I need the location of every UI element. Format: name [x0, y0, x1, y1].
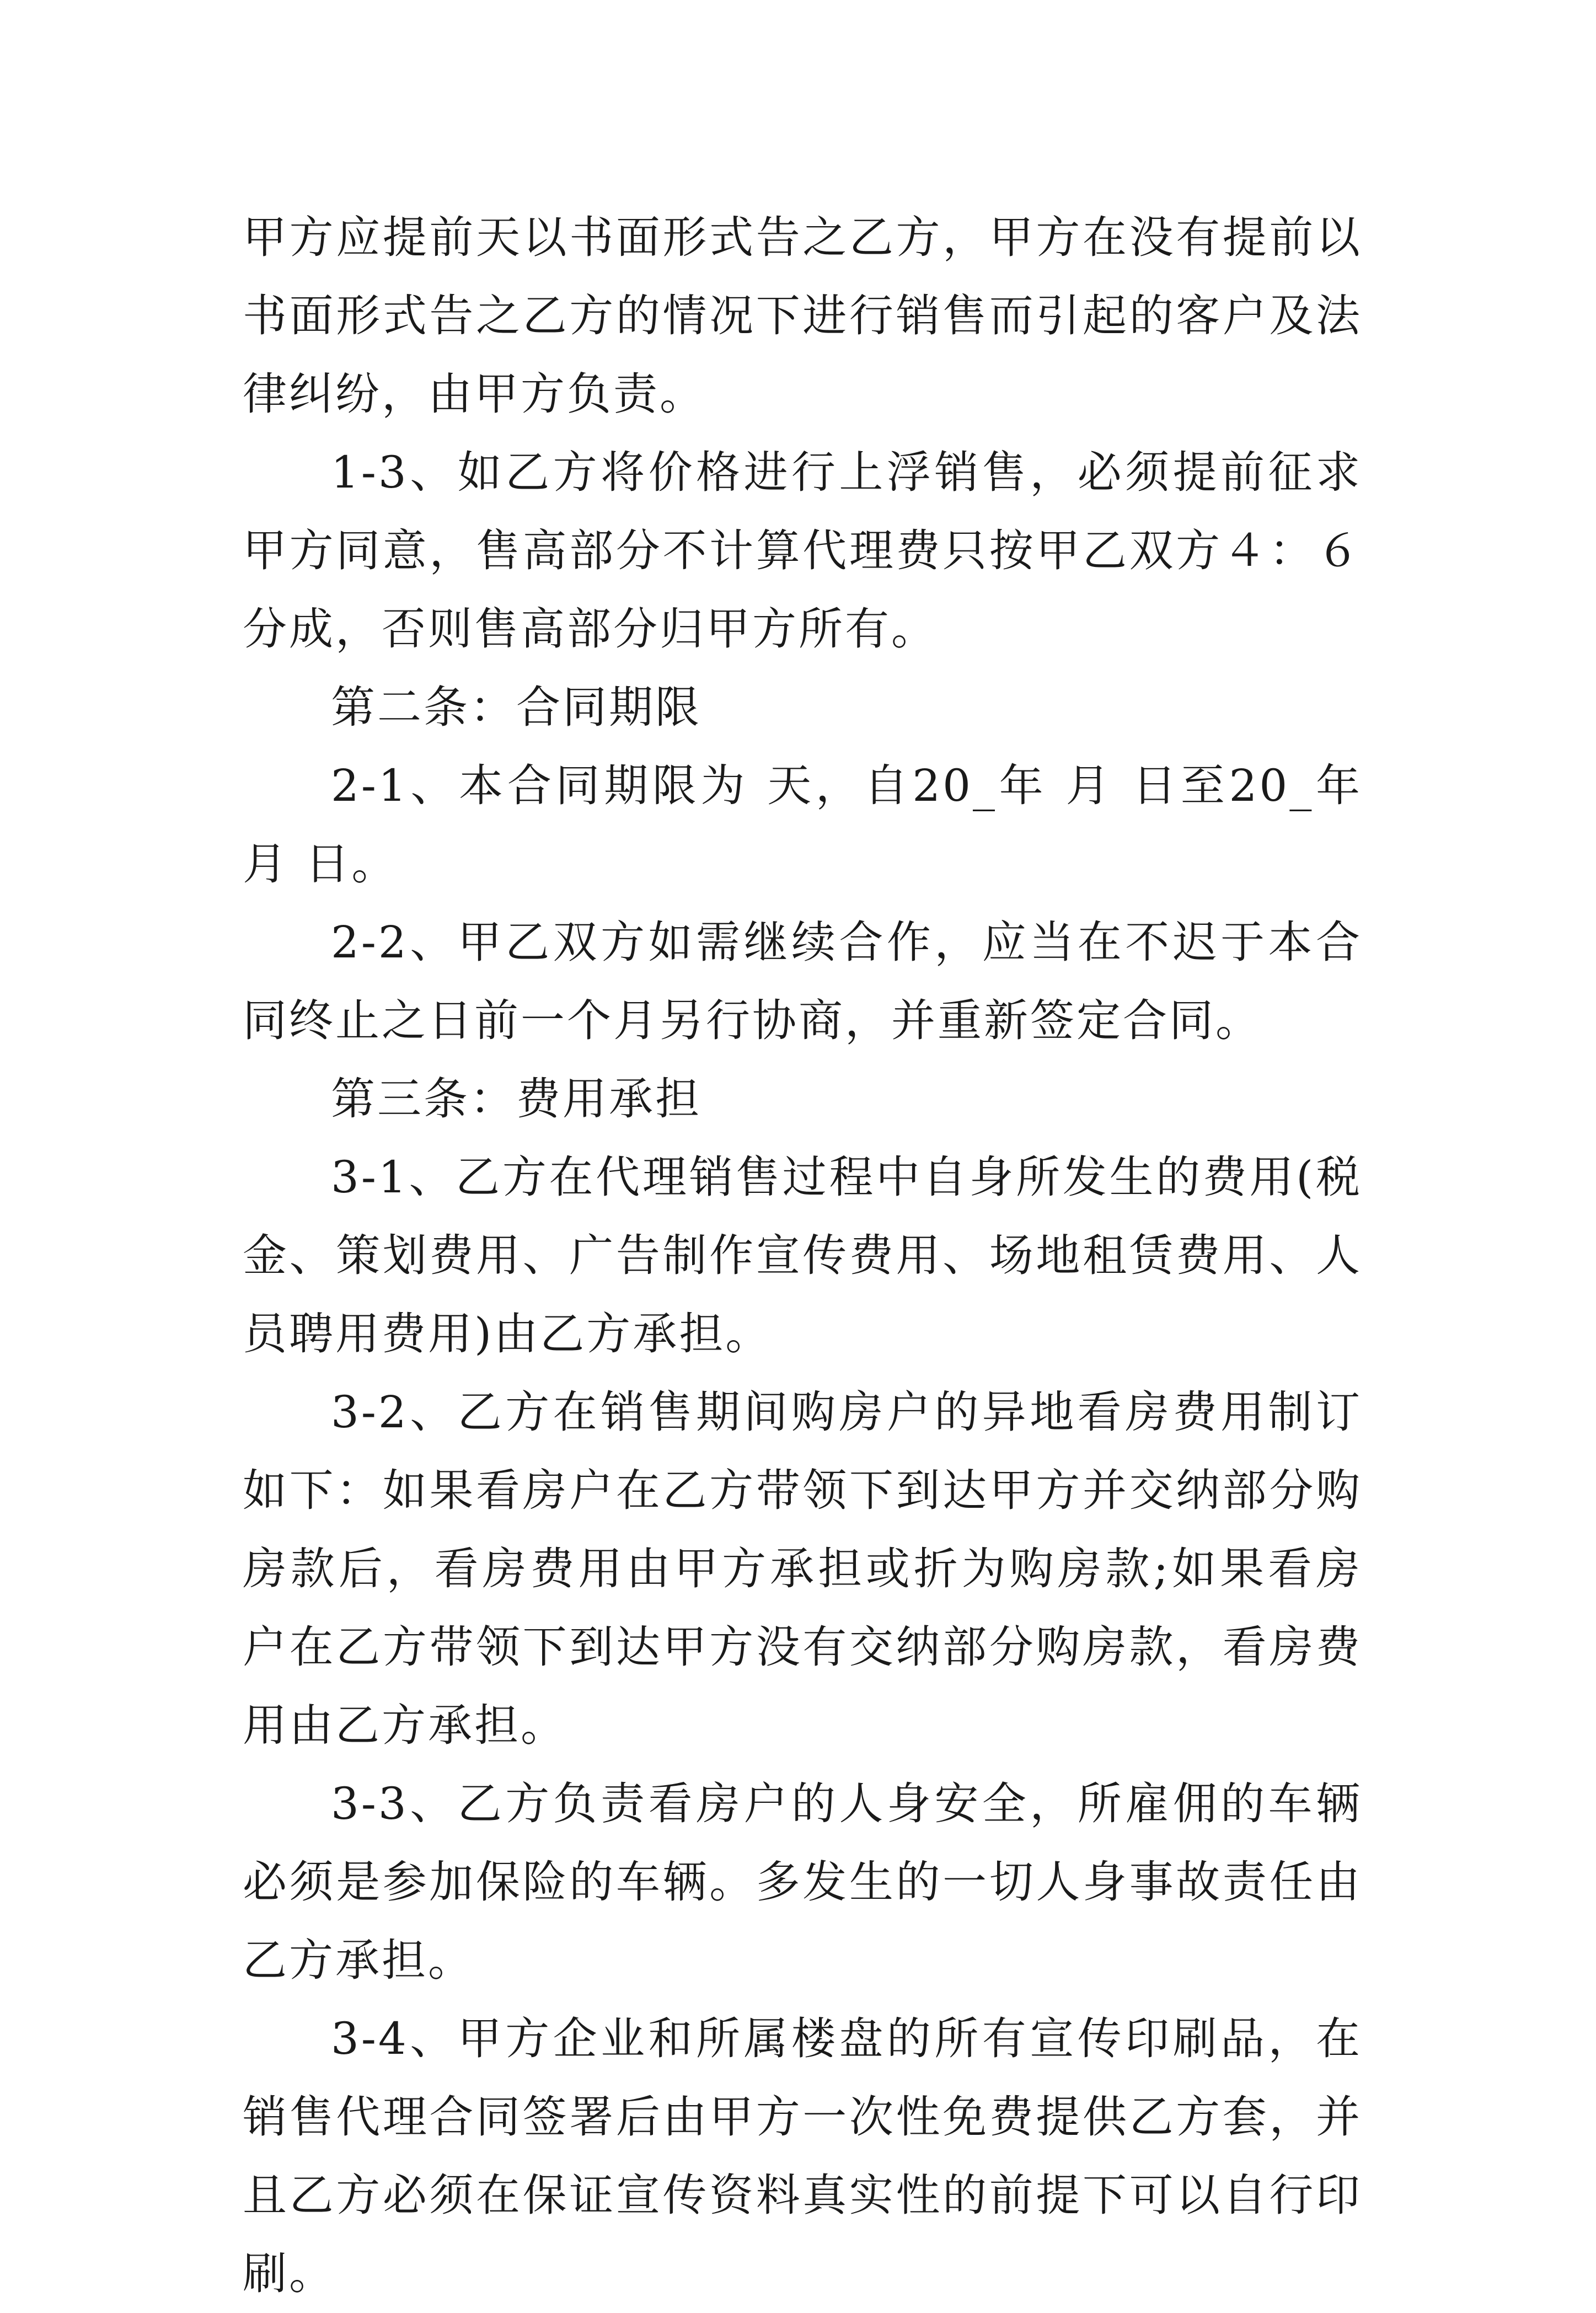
document-body	[243, 199, 1362, 2313]
heading-article-3: 第三条：费用承担	[331, 1073, 701, 1125]
paragraph-3-4: 3-4、甲方企业和所属楼盘的所有宣传印刷品，在销售代理合同签署后由甲方一次性免费提供乙方套，并且乙方必须在保证宣传资料真实性的前提下可以自行印刷。	[243, 2013, 1362, 2299]
paragraph-2-1: 2-1、本合同期限为 天，自20_年 月 日至20_年 月 日。	[243, 760, 1362, 890]
paragraph-payment-notice: 甲方应提前天以书面形式告之乙方，甲方在没有提前以书面形式告之乙方的情况下进行销售而引起的客户及法律纠纷，由甲方负责。	[243, 212, 1362, 420]
paragraph-3-1: 3-1、乙方在代理销售过程中自身所发生的费用(税金、策划费用、广告制作宣传费用、场地租赁费用、人员聘用费用)由乙方承担。	[243, 1152, 1362, 1359]
heading-article-2: 第二条：合同期限	[331, 682, 701, 733]
paragraph-2-2: 2-2、甲乙双方如需继续合作，应当在不迟于本合同终止之日前一个月另行协商，并重新签定合同。	[243, 917, 1362, 1046]
paragraph-1-3: 1-3、如乙方将价格进行上浮销售，必须提前征求甲方同意，售高部分不计算代理费只按甲乙双方４：６分成，否则售高部分归甲方所有。	[243, 447, 1362, 655]
paragraph-3-2: 3-2、乙方在销售期间购房户的异地看房费用制订如下：如果看房户在乙方带领下到达甲方并交纳部分购房款后，看房费用由甲方承担或折为购房款;如果看房户在乙方带领下到达甲方没有交纳部分购房款，看房费用由乙方承担。	[243, 1386, 1362, 1751]
paragraph-3-3: 3-3、乙方负责看房户的人身安全，所雇佣的车辆必须是参加保险的车辆。多发生的一切人身事故责任由乙方承担。	[243, 1778, 1362, 1986]
